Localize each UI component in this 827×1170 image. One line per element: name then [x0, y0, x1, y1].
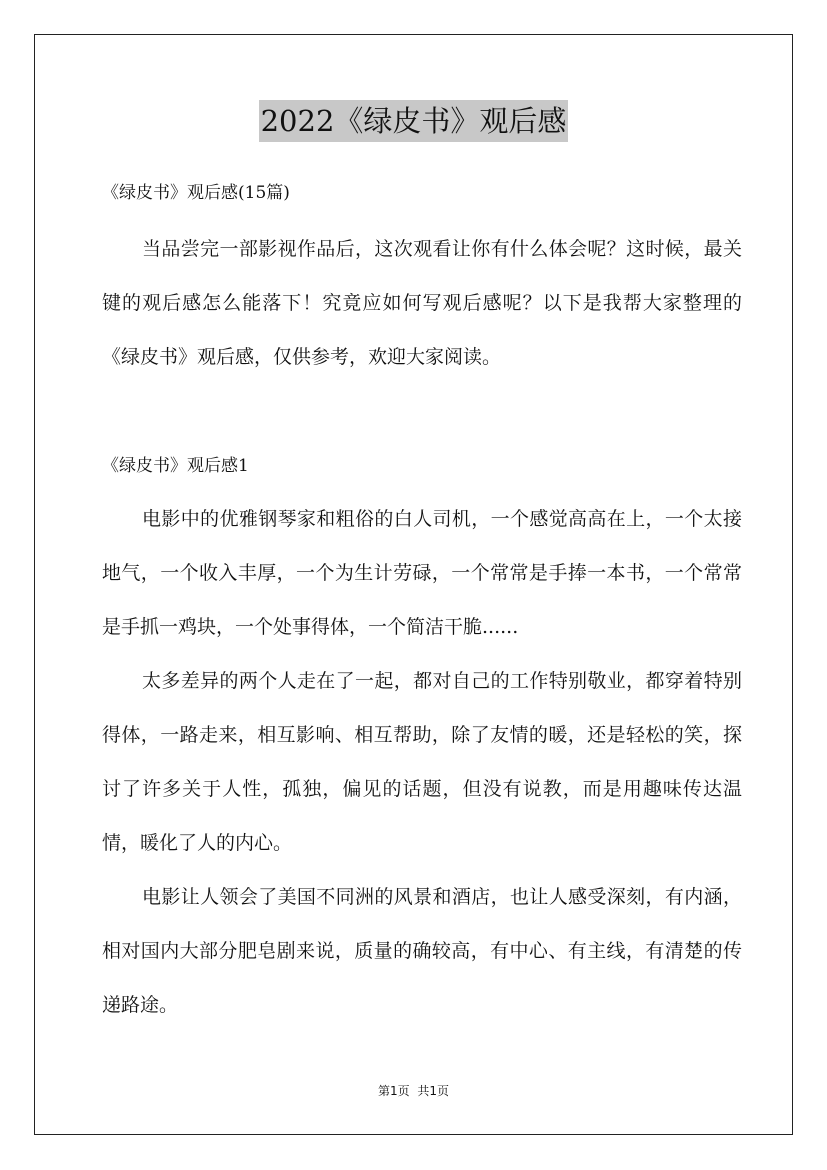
body-paragraph-3: 电影让人领会了美国不同洲的风景和酒店，也让人感受深刻，有内涵，相对国内大部分肥皂剧来说，质量的确较高，有中心、有主线，有清楚的传递路途。 — [102, 886, 742, 1016]
intro-heading: 《绿皮书》观后感(15篇) — [102, 183, 290, 203]
body-paragraph-2: 太多差异的两个人走在了一起，都对自己的工作特别敬业，都穿着特别得体，一路走来，相互影响、相互帮助，除了友情的暖，还是轻松的笑，探讨了许多关于人性，孤独，偏见的话题，但没有说教，而是用趣味传达温情，暖化了人的内心。 — [102, 670, 742, 854]
title-container — [0, 100, 827, 142]
page-number-total: 共1页 — [417, 1084, 450, 1098]
intro-paragraph: 当品尝完一部影视作品后，这次观看让你有什么体会呢？这时候，最关键的观后感怎么能落下！究竟应如何写观后感呢？以下是我帮大家整理的《绿皮书》观后感，仅供参考，欢迎大家阅读。 — [102, 238, 742, 368]
document-title: 2022《绿皮书》观后感 — [259, 100, 569, 142]
page-number-current: 第1页 — [377, 1084, 410, 1098]
page-footer — [0, 1083, 827, 1099]
section-heading: 《绿皮书》观后感1 — [102, 456, 249, 476]
body-paragraph-1: 电影中的优雅钢琴家和粗俗的白人司机，一个感觉高高在上，一个太接地气，一个收入丰厚，一个为生计劳碌，一个常常是手捧一本书，一个常常是手抓一鸡块，一个处事得体，一个简洁干脆...... — [102, 508, 742, 638]
